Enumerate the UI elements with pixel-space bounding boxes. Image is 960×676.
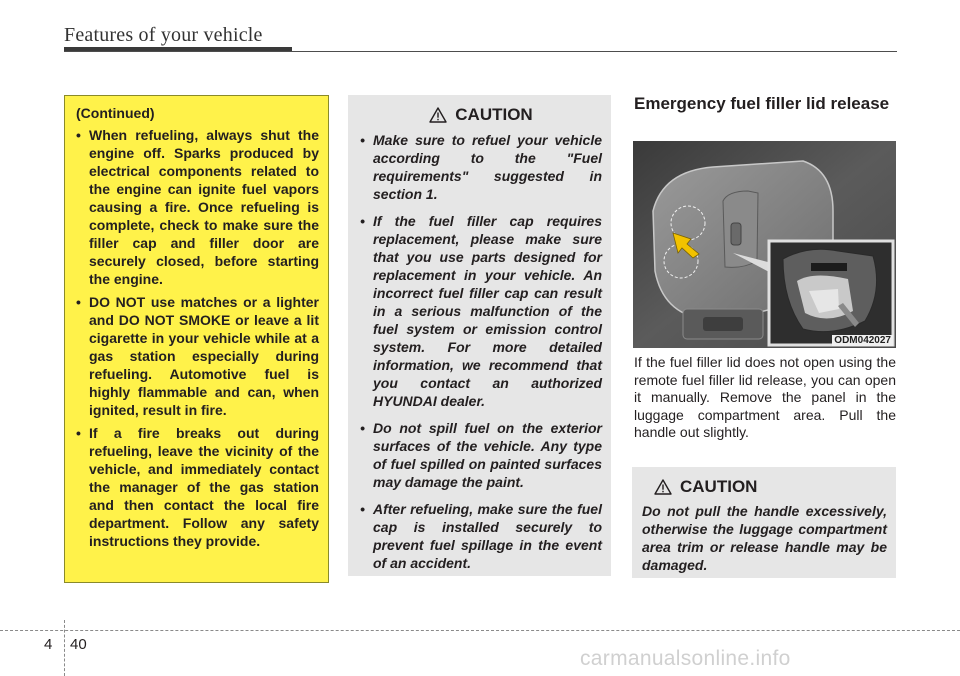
caution-box-main	[348, 95, 611, 576]
warning-triangle-icon	[429, 107, 447, 123]
caution-heading	[360, 103, 602, 127]
caution-item: • Do not spill fuel on the exterior surfaces of the vehicle. Any type of fuel spilled on painted surfaces may damage the paint.	[360, 419, 602, 491]
section-title: Emergency fuel filler lid release	[634, 94, 890, 113]
section-number: 4	[44, 636, 53, 653]
caution-heading	[642, 475, 887, 499]
image-code: ODM042027	[834, 335, 891, 346]
warning-item: • DO NOT use matches or a lighter and DO NOT SMOKE or leave a lit cigarette in your vehicle while at a gas station especially during refueling. Automotive fuel is highly flammable and can, when ignited, result in fire.	[76, 293, 319, 419]
continued-label: (Continued)	[76, 105, 155, 121]
caution-heading-text: CAUTION	[680, 477, 758, 496]
caution-item: • After refueling, make sure the fuel cap is installed securely to prevent fuel spillage in the event of an accident.	[360, 500, 602, 572]
warning-triangle-icon	[654, 479, 672, 495]
caution-item: • Make sure to refuel your vehicle according to the "Fuel requirements" suggested in section 1.	[360, 131, 602, 203]
instruction-paragraph: If the fuel filler lid does not open using the remote fuel filler lid release, you can open it manually. Remove the panel in the luggage compartment area. Pull the handle out slightly.	[634, 354, 896, 440]
page-number: 40	[70, 636, 87, 653]
footer-divider	[64, 620, 65, 676]
page-header-title: Features of your vehicle	[64, 24, 263, 46]
warning-item: • If a fire breaks out during refueling, leave the vicinity of the vehicle, and immediately contact the manager of the gas station and then contact the local fire department. Follow any safety instructions they provide.	[76, 424, 319, 550]
caution-heading-text: CAUTION	[455, 105, 533, 124]
caution-text: Do not pull the handle excessively, otherwise the luggage compartment area trim or release handle may be damaged.	[642, 503, 887, 573]
warning-box	[64, 95, 329, 583]
fuel-lid-photo	[633, 141, 896, 348]
caution-list	[360, 131, 602, 572]
header-rule	[64, 51, 897, 52]
footer-dashed-rule	[0, 630, 960, 631]
caution-item: • If the fuel filler cap requires replacement, please make sure that you use parts designed for replacement in your vehicle. An incorrect fuel filler cap can result in a serious malfunction of the fuel system or emission control system. For more detailed information, we recommend that you contact an authorized HYUNDAI dealer.	[360, 212, 602, 410]
caution-box-handle	[632, 467, 896, 578]
warning-item: • When refueling, always shut the engine off. Sparks produced by electrical components related to the engine can ignite fuel vapors causing a fire. Once refueling is complete, check to make sure the filler cap and filler door are securely closed, before starting the engine.	[76, 126, 319, 288]
warning-list	[76, 126, 319, 550]
watermark: carmanualsonline.info	[580, 647, 791, 670]
